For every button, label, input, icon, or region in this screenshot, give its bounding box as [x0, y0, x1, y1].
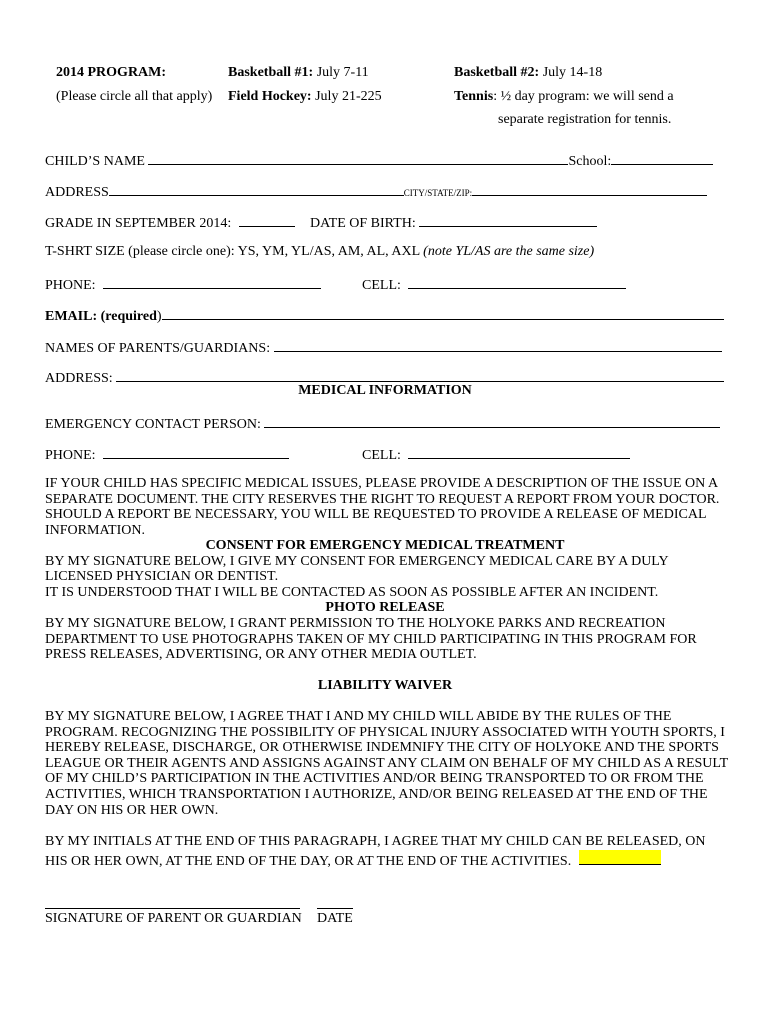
consent-line2: IT IS UNDERSTOOD THAT I WILL BE CONTACTED AS SOON AS POSSIBLE AFTER AN INCIDENT. [45, 584, 659, 600]
medical-heading: MEDICAL INFORMATION [298, 383, 472, 398]
basketball2-option[interactable] [454, 65, 602, 81]
address2-field[interactable] [116, 368, 724, 382]
field-hockey-option[interactable] [228, 89, 382, 105]
grade-field[interactable] [239, 213, 295, 227]
basketball1-option[interactable] [228, 65, 369, 81]
school-field[interactable] [611, 151, 713, 165]
email-required: : (required [92, 309, 157, 324]
address-row [45, 182, 707, 201]
tshirt-options[interactable]: T-SHRT SIZE (please circle one): YS, YM, YL/AS, AM, AL, AXL [45, 244, 420, 259]
email-paren: ) [156, 309, 162, 324]
initials-field[interactable] [579, 850, 661, 865]
basketball2-label: Basketball #2: [454, 65, 540, 80]
city-state-zip-label: CITY/STATE/ZIP: [403, 188, 473, 198]
phone-label: PHONE: [45, 278, 96, 293]
cell-field[interactable] [408, 275, 626, 289]
grade-label: GRADE IN SEPTEMBER 2014: [45, 216, 232, 231]
medical-phone-field[interactable] [103, 445, 289, 459]
tennis-option[interactable] [454, 89, 674, 105]
school-label: School: [568, 154, 612, 169]
signature-line[interactable] [45, 896, 300, 909]
consent-heading: CONSENT FOR EMERGENCY MEDICAL TREATMENT [205, 538, 565, 553]
medical-phone-row [45, 445, 289, 464]
email-label: EMAIL [45, 309, 93, 324]
photo-body: BY MY SIGNATURE BELOW, I GRANT PERMISSION TO THE HOLYOKE PARKS AND RECREATION DEPARTMENT TO USE PHOTOGRAPHS TAKEN OF MY CHILD PARTICIPATING IN THIS PROGRAM FOR PRESS RELEASES, ADVERTISING, OR ANY OTHER MEDIA OUTLET. [45, 616, 697, 663]
parents-label: NAMES OF PARENTS/GUARDIANS: [45, 341, 271, 356]
circle-note: (Please circle all that apply) [56, 89, 213, 104]
field-hockey-dates: July 21-225 [315, 89, 382, 104]
tshirt-note: (note YL/AS are the same size) [423, 244, 595, 259]
cell-label: CELL: [362, 278, 401, 293]
tshirt-row [45, 244, 594, 260]
program-heading: 2014 PROGRAM: [56, 65, 167, 80]
tennis-note: : ½ day program: we will send a [493, 89, 674, 104]
emergency-contact-field[interactable] [264, 414, 720, 428]
address2-label: ADDRESS: [45, 371, 113, 386]
city-state-zip-field[interactable] [472, 182, 707, 196]
parents-field[interactable] [274, 338, 722, 352]
cell-row [362, 275, 626, 294]
basketball2-dates: July 14-18 [542, 65, 603, 80]
medical-phone-label: PHONE: [45, 448, 96, 463]
address-field[interactable] [109, 182, 404, 196]
email-row [45, 306, 724, 325]
child-name-row [45, 151, 713, 170]
waiver-body: BY MY SIGNATURE BELOW, I AGREE THAT I AND MY CHILD WILL ABIDE BY THE RULES OF THE PROGRAM. RECOGNIZING THE POSSIBILITY OF PHYSICAL INJURY ASSOCIATED WITH YOUTH SPORTS, I HEREBY RELEASE, DISCHARGE, OR OTHERWISE INDEMNIFY THE CITY OF HOLYOKE AND THE SPORTS LEAGUE OR THEIR AGENTS AND ASSIGNS AGAINST ANY CLAIM ON BEHALF OF MY CHILD AS A RESULT OF MY CHILD’S PARTICIPATION IN THE ACTIVITIES AND/OR BEING TRANSPORTED TO OR FROM THE ACTIVITIES, WHICH TRANSPORTATION I AUTHORIZE, AND/OR BEING RELEASED AT THE END OF THE DAY ON HIS OR HER OWN. [45, 709, 728, 818]
tennis-label: Tennis [454, 89, 494, 104]
phone-row [45, 275, 321, 294]
address-label: ADDRESS [45, 185, 109, 200]
dob-row [310, 213, 597, 232]
consent-line1: BY MY SIGNATURE BELOW, I GIVE MY CONSENT FOR EMERGENCY MEDICAL CARE BY A DULY LICENSED PHYSICIAN OR DENTIST. [45, 553, 669, 585]
dob-label: DATE OF BIRTH: [310, 216, 416, 231]
medical-notice: IF YOUR CHILD HAS SPECIFIC MEDICAL ISSUES, PLEASE PROVIDE A DESCRIPTION OF THE ISSUE ON A SEPARATE DOCUMENT. THE CITY RESERVES THE RIGHT TO REQUEST A REPORT FROM YOUR DOCTOR. SHOULD A REPORT BE NECESSARY, YOU WILL BE REQUESTED TO PROVIDE A RELEASE OF MEDICAL INFORMATION. [45, 476, 720, 538]
phone-field[interactable] [103, 275, 321, 289]
child-name-field[interactable] [148, 151, 568, 165]
signature-label: SIGNATURE OF PARENT OR GUARDIAN [45, 911, 302, 926]
medical-cell-field[interactable] [408, 445, 630, 459]
initials-text: BY MY INITIALS AT THE END OF THIS PARAGRAPH, I AGREE THAT MY CHILD CAN BE RELEASED, ON HIS OR HER OWN, AT THE END OF THE DAY, OR AT THE END OF THE ACTIVITIES. [45, 834, 706, 869]
date-line[interactable] [317, 896, 353, 909]
dob-field[interactable] [419, 213, 597, 227]
field-hockey-label: Field Hockey: [228, 89, 312, 104]
date-label: DATE [317, 911, 353, 926]
emergency-contact-row [45, 414, 720, 433]
parents-row [45, 338, 722, 357]
initials-paragraph [45, 834, 730, 869]
waiver-heading: LIABILITY WAIVER [317, 678, 453, 693]
photo-heading: PHOTO RELEASE [325, 600, 445, 616]
basketball1-label: Basketball #1: [228, 65, 314, 80]
child-name-label: CHILD’S NAME [45, 154, 145, 169]
medical-cell-label: CELL: [362, 448, 401, 463]
medical-cell-row [362, 445, 630, 464]
tennis-note-cont: separate registration for tennis. [498, 112, 672, 127]
emergency-contact-label: EMERGENCY CONTACT PERSON: [45, 417, 261, 432]
grade-row [45, 213, 295, 232]
basketball1-dates: July 7-11 [316, 65, 369, 80]
email-field[interactable] [162, 306, 724, 320]
